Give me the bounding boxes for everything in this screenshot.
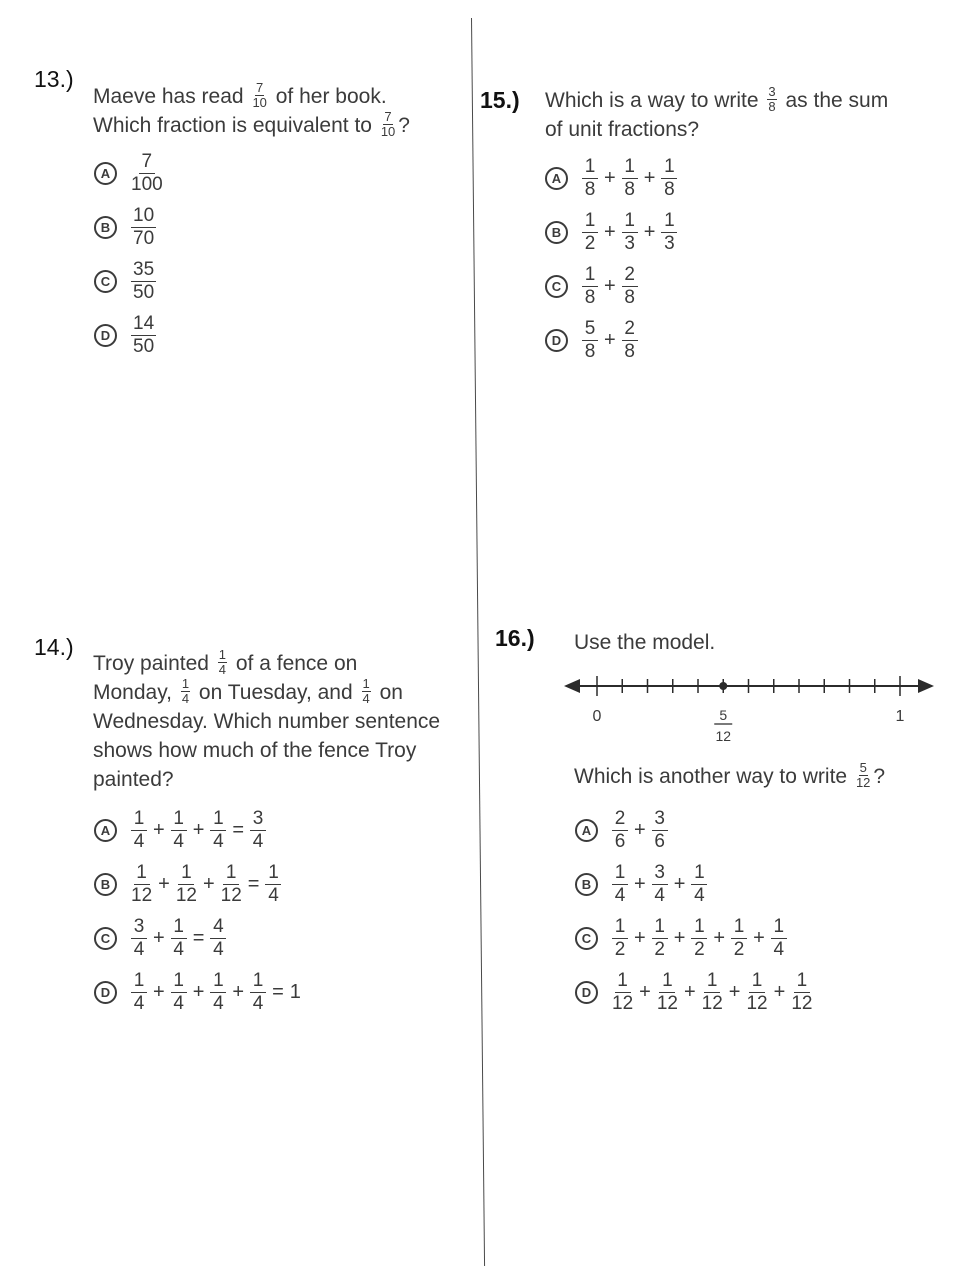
answer-choice[interactable]	[94, 200, 163, 254]
answer-bubble[interactable]: D	[575, 981, 598, 1004]
sum-expression	[131, 971, 301, 1014]
answer-choice[interactable]	[94, 254, 163, 308]
fraction: $\frac{1}{4}$	[210, 809, 226, 852]
answer-choice[interactable]	[575, 965, 812, 1019]
fraction: $\frac{1}{4}$	[771, 917, 787, 960]
answer-choice[interactable]	[545, 151, 677, 205]
plus-sign: +	[673, 872, 686, 895]
fraction: $\frac{14}{50}$	[133, 312, 155, 357]
fraction: $\frac{1}{12}$	[746, 969, 768, 1014]
plus-sign: +	[634, 818, 646, 841]
plus-sign: +	[202, 872, 215, 895]
fraction: $\frac{1}{4}$	[210, 971, 226, 1014]
answer-choice[interactable]	[545, 313, 677, 367]
plus-sign: +	[713, 926, 726, 949]
plus-sign: +	[604, 274, 616, 297]
fraction: $\frac{1}{12}$	[220, 861, 242, 906]
q14-inline-fraction: $\frac{1}{4}$	[362, 675, 370, 706]
answer-choice[interactable]	[94, 857, 301, 911]
answer-bubble[interactable]: C	[94, 927, 117, 950]
number-line-point-numerator: 5	[719, 707, 728, 723]
sum-expression	[582, 211, 677, 254]
answer-bubble[interactable]: B	[94, 216, 117, 239]
answer-choice[interactable]	[575, 857, 812, 911]
fraction: $\frac{1}{2}$	[652, 917, 668, 960]
q16-text-part: ?	[873, 765, 886, 788]
fraction: $\frac{2}{6}$	[612, 809, 628, 852]
fraction: $\frac{1}{2}$	[691, 917, 707, 960]
q13-text-part: Maeve has read	[93, 85, 244, 108]
answer-bubble[interactable]: C	[94, 270, 117, 293]
q14-text-part: Troy painted	[93, 652, 209, 675]
q14-text-line: painted?	[93, 768, 174, 791]
sum-expression	[131, 809, 266, 852]
plus-sign: +	[153, 926, 165, 949]
fraction: $\frac{1}{4}$	[171, 971, 187, 1014]
equals-sign: =	[232, 818, 245, 841]
plus-sign: +	[192, 980, 205, 1003]
fraction: $\frac{1}{12}$	[791, 969, 813, 1014]
q14-text-part: on	[379, 681, 403, 704]
answer-choice[interactable]	[94, 146, 163, 200]
q13-inline-fraction: $\frac{7}{10}$	[380, 108, 396, 139]
sum-expression	[612, 971, 812, 1014]
q13-text-part: ?	[398, 114, 410, 137]
question-16-text	[574, 759, 886, 791]
fraction: $\frac{3}{4}$	[131, 917, 147, 960]
fraction: $\frac{4}{4}$	[210, 917, 226, 960]
q13-inline-fraction: $\frac{7}{10}$	[252, 79, 267, 110]
q14-inline-fraction: $\frac{1}{4}$	[181, 675, 190, 706]
fraction: $\frac{1}{2}$	[612, 917, 628, 960]
fraction: $\frac{1}{8}$	[622, 157, 638, 200]
number-line-model	[560, 668, 940, 754]
question-16-instruction: Use the model.	[574, 631, 716, 654]
equals-sign: =	[272, 980, 284, 1003]
fraction: $\frac{1}{8}$	[582, 157, 598, 200]
column-divider	[471, 18, 485, 1266]
plus-sign: +	[639, 980, 651, 1003]
fraction: $\frac{10}{70}$	[133, 204, 155, 249]
q14-text-part: Monday,	[93, 681, 172, 704]
fraction: $\frac{1}{12}$	[656, 969, 678, 1014]
answer-choice[interactable]	[545, 259, 677, 313]
plus-sign: +	[192, 818, 205, 841]
fraction: $\frac{5}{8}$	[582, 319, 598, 362]
q15-text-part: as the sum	[785, 89, 889, 112]
fraction: $\frac{1}{4}$	[612, 863, 628, 906]
q13-text-part: Which fraction is equivalent to	[93, 114, 372, 137]
plus-sign: +	[728, 980, 741, 1003]
fraction: $\frac{1}{12}$	[175, 861, 197, 906]
q14-text-part: on Tuesday, and	[198, 681, 353, 704]
question-14-text	[93, 646, 441, 794]
number-line-point	[719, 682, 727, 690]
q15-text-part: Which is a way to write	[545, 89, 759, 112]
plus-sign: +	[643, 220, 656, 243]
plus-sign: +	[634, 872, 646, 895]
fraction: $\frac{1}{4}$	[691, 863, 707, 906]
plus-sign: +	[604, 220, 616, 243]
fraction: $\frac{1}{3}$	[661, 211, 677, 254]
fraction: $\frac{3}{4}$	[250, 809, 266, 852]
fraction: $\frac{1}{4}$	[131, 971, 147, 1014]
answer-bubble[interactable]: A	[94, 162, 117, 185]
q14-inline-fraction: $\frac{1}{4}$	[218, 646, 227, 677]
fraction: $\frac{1}{12}$	[612, 969, 634, 1014]
sum-expression	[582, 157, 677, 200]
sum-expression	[612, 863, 707, 906]
question-14-number: 14.)	[34, 634, 74, 660]
q16-text-part: Which is another way to write	[574, 765, 848, 788]
plus-sign: +	[643, 166, 656, 189]
arrow-right-icon	[918, 679, 934, 693]
sum-expression	[612, 809, 668, 852]
answer-choice[interactable]	[575, 911, 812, 965]
q15-inline-fraction: $\frac{3}{8}$	[768, 83, 776, 114]
plus-sign: +	[604, 328, 616, 351]
fraction: $\frac{1}{3}$	[622, 211, 638, 254]
plus-sign: +	[232, 980, 245, 1003]
sum-expression	[612, 917, 787, 960]
question-13-number: 13.)	[34, 66, 74, 92]
sum-expression	[131, 917, 226, 960]
question-15-number: 15.)	[480, 87, 520, 113]
answer-choice[interactable]	[94, 911, 301, 965]
fraction: $\frac{1}{4}$	[171, 917, 187, 960]
answer-bubble[interactable]: A	[545, 167, 568, 190]
answer-bubble[interactable]: B	[545, 221, 568, 244]
question-16-number: 16.)	[495, 625, 535, 651]
answer-bubble[interactable]: B	[94, 873, 117, 896]
fraction: $\frac{1}{8}$	[582, 265, 598, 308]
answer-choice[interactable]	[94, 965, 301, 1019]
answer-bubble[interactable]: D	[545, 329, 568, 352]
answer-choice[interactable]	[575, 803, 812, 857]
fraction: $\frac{1}{4}$	[131, 809, 147, 852]
number-line-end-label: 1	[895, 708, 905, 725]
sum-expression	[582, 319, 638, 362]
number-line-point-denominator: 12	[715, 728, 732, 744]
answer-bubble[interactable]: C	[575, 927, 598, 950]
q14-text-line: Wednesday. Which number sentence	[93, 710, 441, 733]
answer-bubble[interactable]: B	[575, 873, 598, 896]
question-16-choices	[575, 803, 812, 1019]
plus-sign: +	[153, 818, 165, 841]
answer-choice[interactable]	[94, 803, 301, 857]
answer-bubble[interactable]: A	[575, 819, 598, 842]
question-13-text	[93, 79, 410, 140]
answer-choice[interactable]	[545, 205, 677, 259]
fraction: $\frac{1}{12}$	[701, 969, 723, 1014]
fraction: $\frac{1}{4}$	[265, 863, 281, 906]
answer-bubble[interactable]: A	[94, 819, 117, 842]
answer-bubble[interactable]: C	[545, 275, 568, 298]
fraction: $\frac{3}{6}$	[652, 809, 668, 852]
fraction: $\frac{2}{8}$	[622, 265, 638, 308]
arrow-left-icon	[564, 679, 580, 693]
question-13-choices	[94, 146, 163, 362]
equals-sign: =	[192, 926, 205, 949]
plus-sign: +	[673, 926, 686, 949]
plus-sign: +	[604, 166, 616, 189]
plus-sign: +	[753, 926, 765, 949]
q14-text-part: of a fence on	[235, 652, 358, 675]
fraction: $\frac{1}{12}$	[131, 861, 153, 906]
sum-expression	[131, 863, 281, 906]
sum-expression	[582, 265, 638, 308]
answer-bubble[interactable]: D	[94, 324, 117, 347]
fraction: $\frac{1}{8}$	[661, 157, 677, 200]
q15-text-part: of unit fractions?	[545, 118, 700, 141]
number-line-start-label: 0	[592, 708, 602, 725]
answer-choice[interactable]	[94, 308, 163, 362]
fraction: $\frac{1}{2}$	[731, 917, 747, 960]
fraction: $\frac{35}{50}$	[133, 258, 155, 303]
plus-sign: +	[153, 980, 165, 1003]
fraction: $\frac{2}{8}$	[622, 319, 638, 362]
equals-sign: =	[247, 872, 260, 895]
plus-sign: +	[634, 926, 646, 949]
fraction: $\frac{1}{4}$	[171, 809, 187, 852]
fraction: $\frac{1}{2}$	[582, 211, 598, 254]
question-15-text	[545, 83, 889, 144]
q13-text-part: of her book.	[275, 85, 387, 108]
q14-text-line: shows how much of the fence Troy	[93, 739, 417, 762]
result-value: 1	[289, 980, 301, 1003]
fraction: $\frac{3}{4}$	[652, 863, 668, 906]
q16-inline-fraction: $\frac{5}{12}$	[855, 759, 871, 790]
fraction: $\frac{7}{100}$	[131, 150, 163, 195]
plus-sign: +	[773, 980, 786, 1003]
fraction: $\frac{1}{4}$	[250, 971, 266, 1014]
plus-sign: +	[683, 980, 696, 1003]
question-14-choices	[94, 803, 301, 1019]
answer-bubble[interactable]: D	[94, 981, 117, 1004]
question-15-choices	[545, 151, 677, 367]
plus-sign: +	[158, 872, 170, 895]
